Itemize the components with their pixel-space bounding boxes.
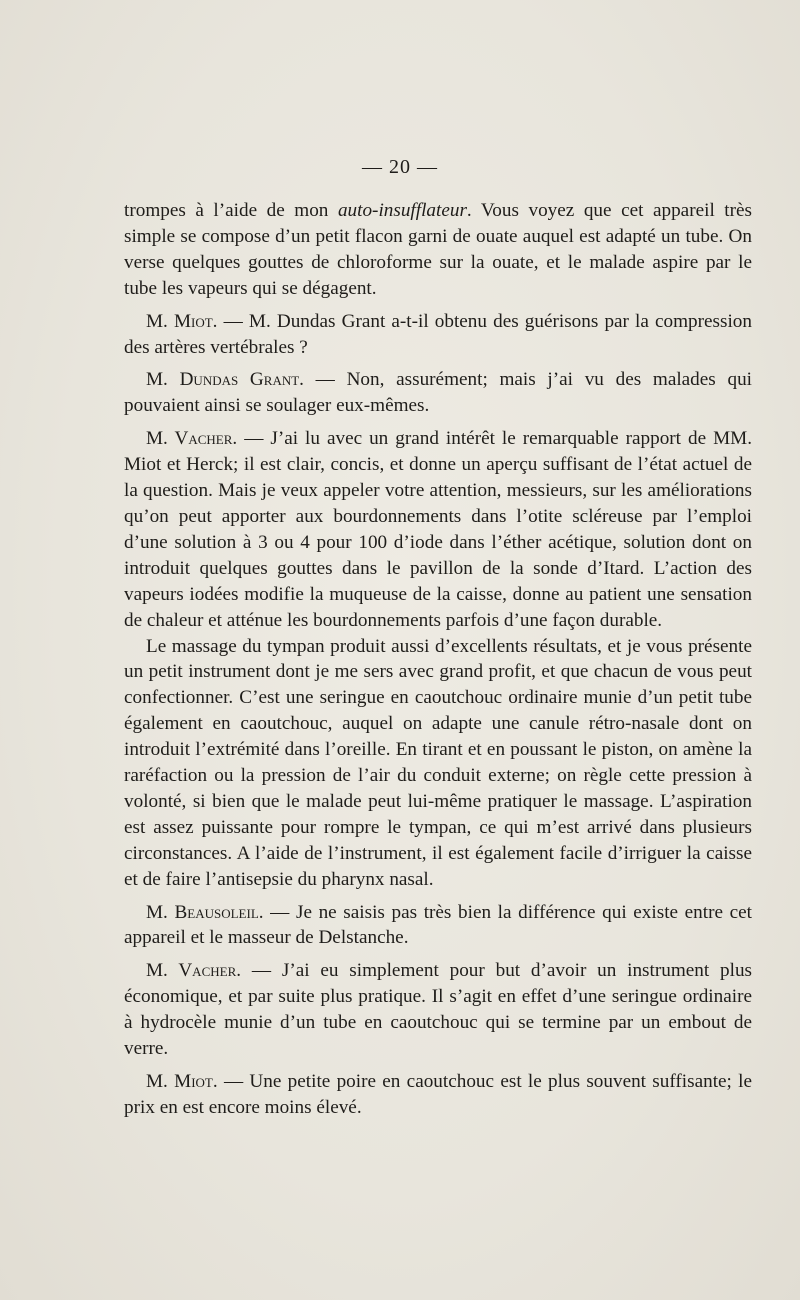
paragraph-continuation-vacher: [124, 634, 752, 893]
speech-text: — Non, assurément; mais j’ai vu des malades qui pouvaient ainsi se soulager eux-mêmes.: [124, 369, 752, 417]
page-number: — 20 —: [362, 156, 438, 178]
speaker-name: M. Dundas Grant.: [146, 369, 304, 391]
paragraph-speech-miot: [124, 309, 752, 361]
speaker-name: M. Vacher.: [146, 960, 242, 982]
speech-text: — J’ai eu simplement pour but d’avoir un instrument plus économique, et par suite plus pratique. Il s’agit en effet d’une seringue ordinaire à hydrocèle munie d’un tube en caoutchouc qui se termine par un embout de verre.: [124, 960, 753, 1060]
page-body: [124, 198, 752, 1121]
speech-text: Le massage du tympan produit aussi d’excellents résultats, et je vous présente un petit instrument dont je me sers avec grand profit, et que chacun de vous peut confectionner. C’est une seringue en caoutchouc ordinaire munie d’un petit tube également en caoutchouc, auquel on adapte une canule rétro-nasale dont on introduit l’extrémité dans l’oreille. En tirant et en poussant le piston, on amène la raréfaction ou la pression de l’air du conduit externe; on règle cette pression à volonté, si bien que le malade peut lui-même pratiquer le massage. L’aspiration est assez puissante pour rompre le tympan, ce qui m’est arrivé dans plusieurs circonstances. A l’aide de l’instrument, il est également facile d’irriguer la caisse et de faire l’antisepsie du pharynx nasal.: [124, 635, 752, 890]
italic-term: auto-insufflateur: [337, 200, 467, 221]
paragraph-text-after: . Vous voyez que cet appareil très simple se compose d’un petit flacon garni de ouate auquel est adapté un tube. On verse quelques gouttes de chloroforme sur la ouate, et le malade aspire par le tube les vapeurs qui se dégagent.: [124, 200, 753, 299]
paragraph-speech-beausoleil: [124, 900, 752, 952]
paragraph-speech-miot-reply: [124, 1069, 752, 1121]
paragraph-continuation: [124, 198, 752, 302]
paragraph-text-before: trompes à l’aide de mon: [124, 200, 338, 221]
speaker-name: M. Miot.: [146, 1071, 218, 1092]
speech-text: — Une petite poire en caoutchouc est le plus souvent suffisante; le prix en est encore moins élevé.: [124, 1071, 753, 1118]
paragraph-speech-dundas-grant: [124, 367, 752, 419]
paragraph-speech-vacher: [124, 426, 752, 633]
speech-text: — J’ai lu avec un grand intérêt le remarquable rapport de MM. Miot et Herck; il est clair, concis, et donne un aperçu suffisant de l’état actuel de la question. Mais je veux appeler votre attention, messieurs, sur les améliorations qu’on peut apporter aux bourdonnements dans l’otite scléreuse par l’emploi d’une solution à 3 ou 4 pour 100 d’iode dans l’éther acétique, solution dont on introduit quelques gouttes dans le pavillon de la sonde d’Itard. L’action des vapeurs iodées modifie la muqueuse de la caisse, donne au patient une sensation de chaleur et atténue les bourdonnements parfois d’une façon durable.: [124, 428, 752, 631]
paragraph-speech-vacher-reply: [124, 958, 752, 1062]
speaker-name: M. Beausoleil.: [146, 901, 264, 923]
speech-text: — M. Dundas Grant a-t-il obtenu des guérisons par la compression des artères vertébrales ?: [124, 310, 752, 358]
speaker-name: M. Vacher.: [146, 428, 238, 450]
speech-text: — Je ne saisis pas très bien la différence qui existe entre cet appareil et le masseur de Delstanche.: [124, 901, 752, 949]
speaker-name: M. Miot.: [146, 310, 218, 332]
